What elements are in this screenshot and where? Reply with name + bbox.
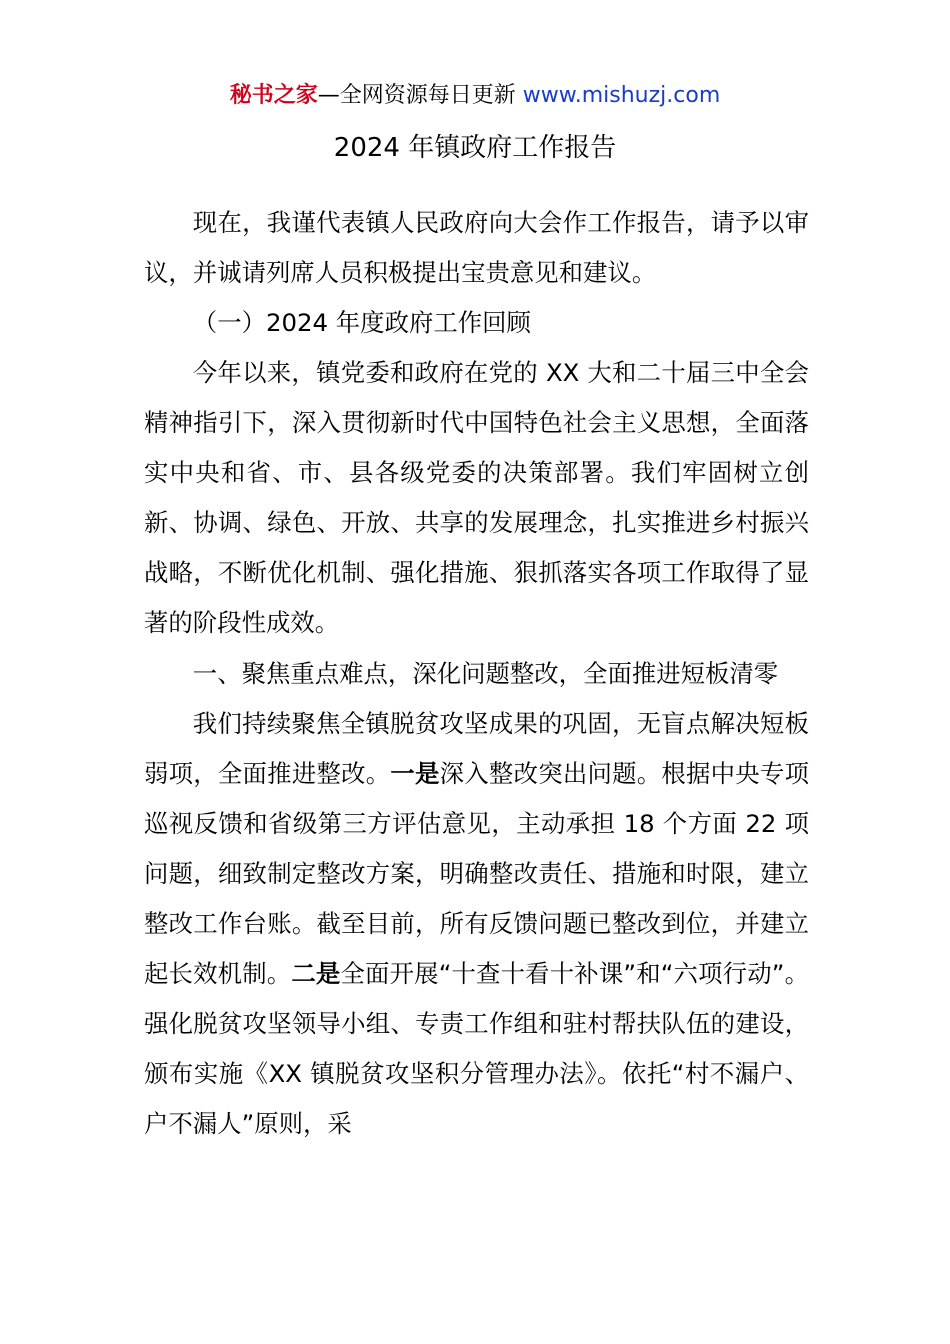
section-title: （一）2024 年度政府工作回顾 [192,308,531,337]
review-paragraph: 今年以来，镇党委和政府在党的 XX 大和二十届三中全会精神指引下，深入贯彻新时代中国特色社会主义思想，全面落实中央和省、市、县各级党委的决策部署。我们牢固树立创新、协调、绿色、开放、共享的发展理念，扎实推进乡村振兴战略，不断优化机制、强化措施、狠抓落实各项工作取得了显著的阶段性成效。 [144,358,809,637]
intro-paragraph: 现在，我谨代表镇人民政府向大会作工作报告，请予以审议，并诚请列席人员积极提出宝贵意见和建议。 [144,208,809,287]
paragraph-text: 我们持续聚焦全镇脱贫攻坚成果的巩固，无盲点解决短板弱项，全面推进整改。 [144,709,809,788]
point-one-label: 一是 [390,759,440,788]
document-title: 2024 年镇政府工作报告 [333,133,617,163]
paragraph-text: 深入整改突出问题。根据中央专项巡视反馈和省级第三方评估意见，主动承担 18 个方面 22 项问题，细致制定整改方案，明确整改责任、措施和时限，建立整改工作台账。截至目前，所有反馈问题已整改到位，并建立起长效机制。 [144,759,809,988]
rectification-paragraph [144,699,809,1149]
site-tagline: —全网资源每日更新 [317,83,516,108]
point-two-label: 二是 [291,959,341,988]
heading-one: 一、聚焦重点难点，深化问题整改，全面推进短板清零 [192,659,779,688]
site-header [0,78,950,114]
brand-name: 秘书之家 [229,83,318,108]
site-url-link[interactable]: www.mishuzj.com [522,83,721,108]
paragraph-text: 全面开展“十查十看十补课”和“六项行动”。强化脱贫攻坚领导小组、专责工作组和驻村帮扶队伍的建设，颁布实施《XX 镇脱贫攻坚积分管理办法》。依托“村不漏户、户不漏人”原则，采 [144,959,809,1138]
document-body [144,198,809,1149]
